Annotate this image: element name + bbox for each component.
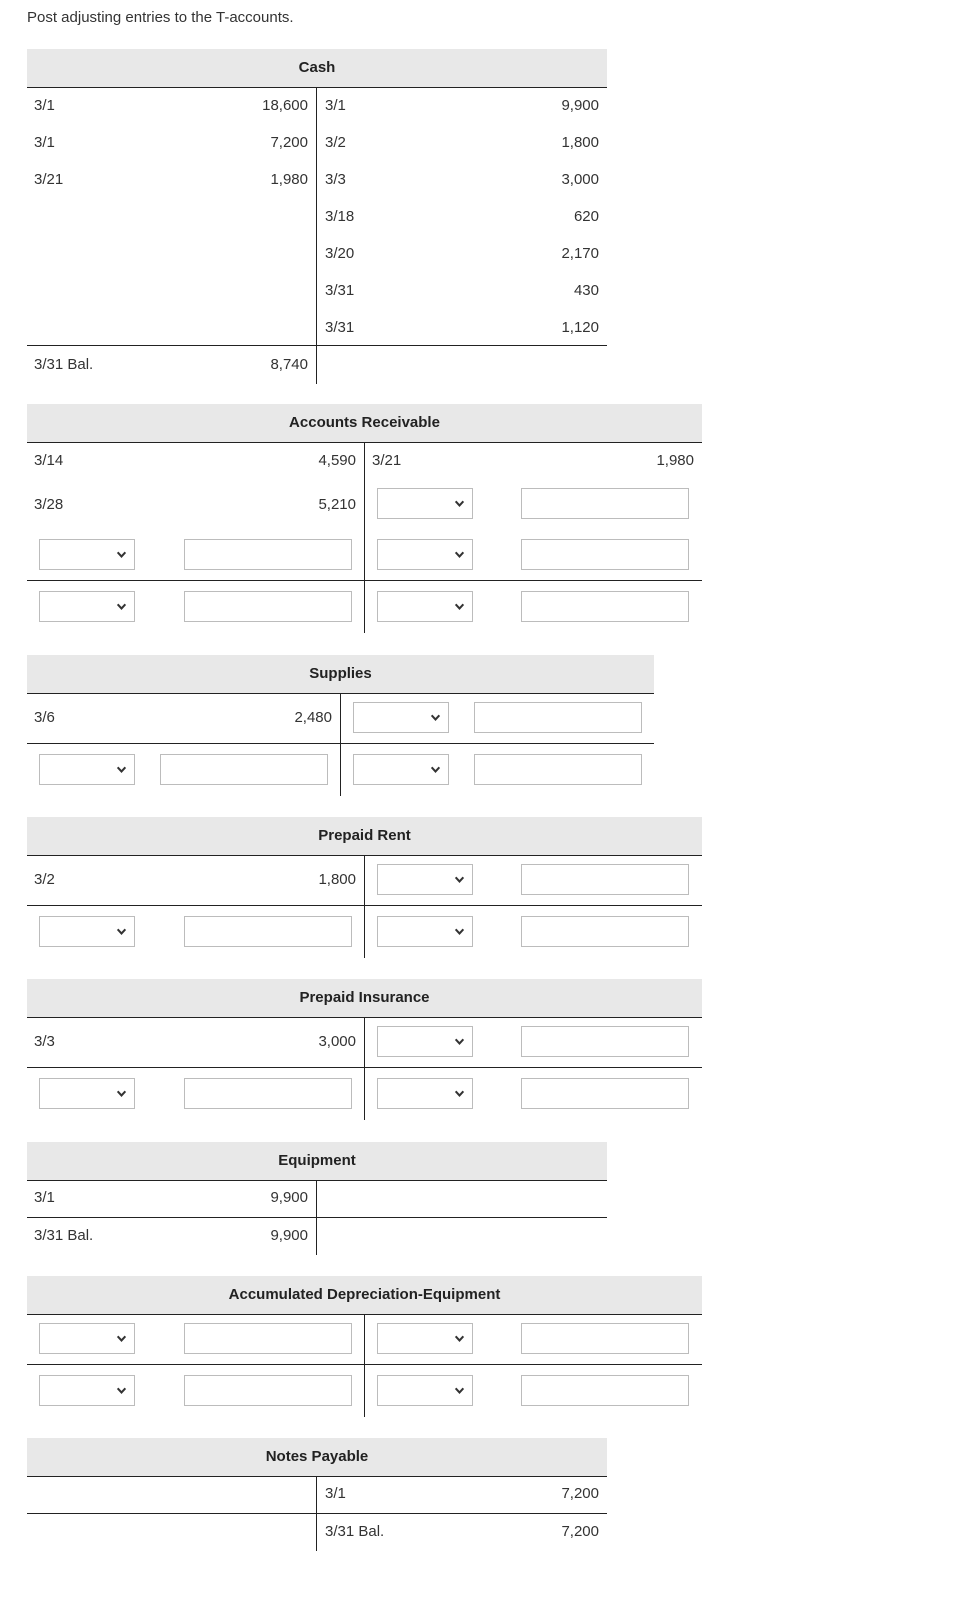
debit-amount: 1,800 bbox=[318, 871, 356, 888]
credit-amount-input[interactable] bbox=[474, 702, 642, 733]
credit-amount: 3,000 bbox=[561, 171, 599, 188]
account-title-cash: Cash bbox=[27, 49, 607, 88]
chevron-down-icon bbox=[116, 764, 127, 775]
balance-label: 3/31 Bal. bbox=[34, 1227, 94, 1244]
credit-date-select[interactable] bbox=[377, 1375, 473, 1406]
chevron-down-icon bbox=[454, 926, 465, 937]
credit-date: 3/20 bbox=[325, 245, 355, 262]
balance-amount: 8,740 bbox=[270, 356, 308, 373]
credit-amount-input[interactable] bbox=[521, 488, 689, 519]
debit-date: 3/1 bbox=[34, 134, 55, 151]
t-account-notes-payable bbox=[27, 1438, 607, 1551]
chevron-down-icon bbox=[430, 764, 441, 775]
chevron-down-icon bbox=[116, 549, 127, 560]
balance-amount: 7,200 bbox=[561, 1523, 599, 1540]
chevron-down-icon bbox=[454, 1036, 465, 1047]
credit-amount-input[interactable] bbox=[521, 1078, 689, 1109]
debit-amount-input[interactable] bbox=[184, 1375, 352, 1406]
credit-amount: 1,800 bbox=[561, 134, 599, 151]
credit-date-select[interactable] bbox=[377, 488, 473, 519]
credit-amount-input[interactable] bbox=[521, 1375, 689, 1406]
account-title-prepaid-insurance: Prepaid Insurance bbox=[27, 979, 702, 1018]
credit-amount-input[interactable] bbox=[521, 1026, 689, 1057]
chevron-down-icon bbox=[454, 601, 465, 612]
credit-amount: 620 bbox=[573, 208, 599, 225]
balance-label: 3/31 Bal. bbox=[325, 1523, 385, 1540]
t-account-cash bbox=[27, 49, 607, 384]
balance-amount: 9,900 bbox=[270, 1227, 308, 1244]
debit-amount-input[interactable] bbox=[184, 539, 352, 570]
debit-date: 3/6 bbox=[34, 709, 55, 726]
chevron-down-icon bbox=[454, 1385, 465, 1396]
account-title-accounts-receivable: Accounts Receivable bbox=[27, 404, 702, 443]
account-title-notes-payable: Notes Payable bbox=[27, 1438, 607, 1477]
credit-date: 3/3 bbox=[325, 171, 346, 188]
chevron-down-icon bbox=[454, 549, 465, 560]
credit-date: 3/21 bbox=[372, 452, 402, 469]
credit-date-select[interactable] bbox=[377, 1323, 473, 1354]
credit-amount-input[interactable] bbox=[474, 754, 642, 785]
debit-amount-input[interactable] bbox=[160, 754, 328, 785]
debit-date-select[interactable] bbox=[39, 1375, 135, 1406]
account-title-accumulated-depreciation: Accumulated Depreciation-Equipment bbox=[27, 1276, 702, 1315]
credit-date-select[interactable] bbox=[353, 754, 449, 785]
debit-amount: 3,000 bbox=[318, 1033, 356, 1050]
credit-amount: 2,170 bbox=[561, 245, 599, 262]
t-account-supplies bbox=[27, 655, 654, 796]
credit-amount: 7,200 bbox=[561, 1485, 599, 1502]
t-account-accounts-receivable bbox=[27, 404, 702, 633]
debit-date: 3/1 bbox=[34, 1189, 55, 1206]
credit-date: 3/31 bbox=[325, 282, 355, 299]
debit-date: 3/14 bbox=[34, 452, 64, 469]
credit-amount-input[interactable] bbox=[521, 591, 689, 622]
debit-amount: 7,200 bbox=[270, 134, 308, 151]
credit-amount-input[interactable] bbox=[521, 539, 689, 570]
debit-amount: 18,600 bbox=[262, 97, 308, 114]
debit-amount-input[interactable] bbox=[184, 591, 352, 622]
credit-date-select[interactable] bbox=[377, 591, 473, 622]
instructions: Post adjusting entries to the T-accounts. bbox=[27, 9, 294, 26]
t-account-prepaid-rent bbox=[27, 817, 702, 958]
chevron-down-icon bbox=[430, 712, 441, 723]
debit-amount-input[interactable] bbox=[184, 1323, 352, 1354]
account-title-equipment: Equipment bbox=[27, 1142, 607, 1181]
account-title-supplies: Supplies bbox=[27, 655, 654, 694]
credit-date-select[interactable] bbox=[377, 916, 473, 947]
debit-date-select[interactable] bbox=[39, 1323, 135, 1354]
t-account-accumulated-depreciation bbox=[27, 1276, 702, 1417]
chevron-down-icon bbox=[454, 1088, 465, 1099]
debit-amount-input[interactable] bbox=[184, 1078, 352, 1109]
credit-date-select[interactable] bbox=[377, 539, 473, 570]
credit-amount: 9,900 bbox=[561, 97, 599, 114]
debit-amount: 1,980 bbox=[270, 171, 308, 188]
t-account-prepaid-insurance bbox=[27, 979, 702, 1120]
debit-amount: 2,480 bbox=[294, 709, 332, 726]
debit-amount-input[interactable] bbox=[184, 916, 352, 947]
t-account-equipment bbox=[27, 1142, 607, 1255]
credit-amount-input[interactable] bbox=[521, 864, 689, 895]
credit-amount: 430 bbox=[573, 282, 599, 299]
credit-date: 3/1 bbox=[325, 97, 346, 114]
credit-date-select[interactable] bbox=[377, 1078, 473, 1109]
credit-amount: 1,980 bbox=[656, 452, 694, 469]
chevron-down-icon bbox=[116, 1333, 127, 1344]
chevron-down-icon bbox=[454, 874, 465, 885]
debit-amount: 9,900 bbox=[270, 1189, 308, 1206]
chevron-down-icon bbox=[116, 601, 127, 612]
debit-date: 3/21 bbox=[34, 171, 64, 188]
debit-amount: 4,590 bbox=[318, 452, 356, 469]
credit-date-select[interactable] bbox=[377, 1026, 473, 1057]
chevron-down-icon bbox=[116, 926, 127, 937]
chevron-down-icon bbox=[116, 1385, 127, 1396]
debit-date-select[interactable] bbox=[39, 916, 135, 947]
credit-date: 3/18 bbox=[325, 208, 355, 225]
debit-date-select[interactable] bbox=[39, 539, 135, 570]
account-title-prepaid-rent: Prepaid Rent bbox=[27, 817, 702, 856]
chevron-down-icon bbox=[454, 498, 465, 509]
credit-amount-input[interactable] bbox=[521, 1323, 689, 1354]
credit-date: 3/2 bbox=[325, 134, 346, 151]
debit-date: 3/2 bbox=[34, 871, 55, 888]
debit-date-select[interactable] bbox=[39, 1078, 135, 1109]
debit-amount: 5,210 bbox=[318, 496, 356, 513]
debit-date-select[interactable] bbox=[39, 754, 135, 785]
debit-date: 3/28 bbox=[34, 496, 64, 513]
debit-date-select[interactable] bbox=[39, 591, 135, 622]
balance-label: 3/31 Bal. bbox=[34, 356, 94, 373]
credit-date: 3/31 bbox=[325, 319, 355, 336]
credit-date-select[interactable] bbox=[377, 864, 473, 895]
chevron-down-icon bbox=[116, 1088, 127, 1099]
credit-date: 3/1 bbox=[325, 1485, 346, 1502]
debit-date: 3/3 bbox=[34, 1033, 55, 1050]
chevron-down-icon bbox=[454, 1333, 465, 1344]
credit-amount: 1,120 bbox=[561, 319, 599, 336]
credit-date-select[interactable] bbox=[353, 702, 449, 733]
credit-amount-input[interactable] bbox=[521, 916, 689, 947]
debit-date: 3/1 bbox=[34, 97, 55, 114]
